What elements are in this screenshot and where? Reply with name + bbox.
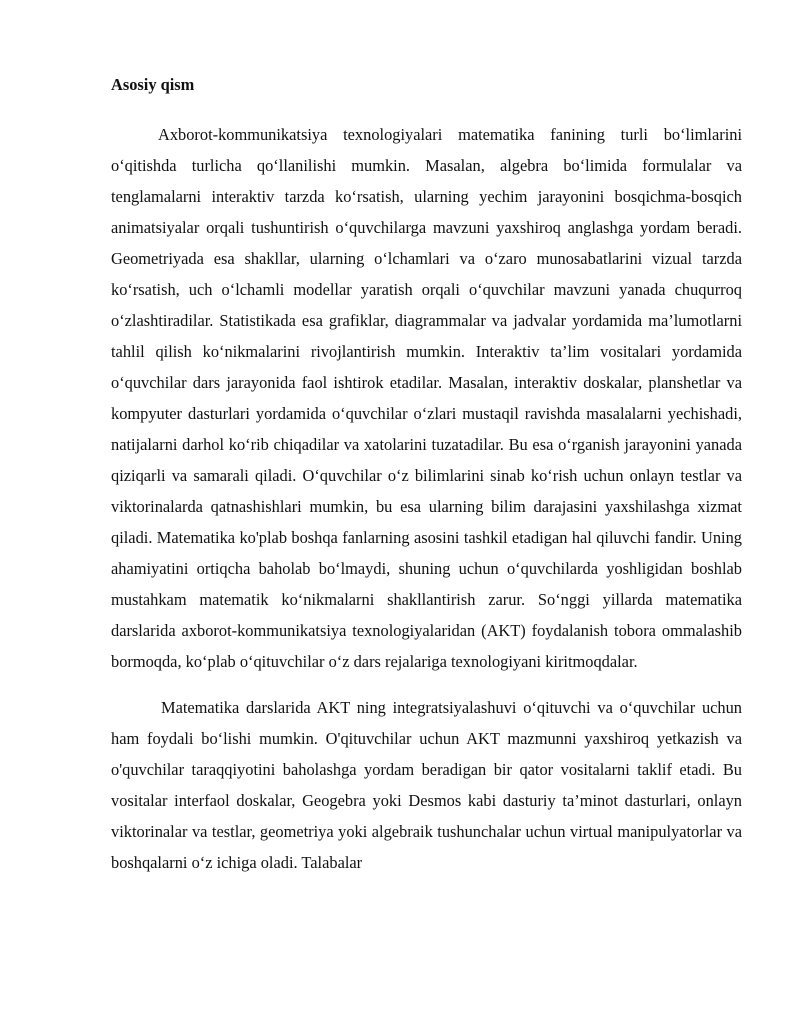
paragraph: Matematika darslarida AKT ning integratsiyalashuvi o‘qituvchi va o‘quvchilar uchun ham foydali bo‘lishi mumkin. O'qituvchilar uchun AKT mazmunni yaxshiroq yetkazish va o'quvchilar taraqqiyotini baholashga yordam beradigan bir qator vositalarni taklif etadi. Bu vositalar interfaol doskalar, Geogebra yoki Desmos kabi dasturiy ta’minot dasturlari, onlayn viktorinalar va testlar, geometriya yoki algebraik tushunchalar uchun virtual manipulyatorlar va boshqalarni o‘z ichiga oladi. Talabalar bbox=[111, 698, 742, 872]
document-body bbox=[111, 72, 742, 878]
paragraph: Axborot-kommunikatsiya texnologiyalari matematika fanining turli bo‘limlarini o‘qitishda turlicha qo‘llanilishi mumkin. Masalan, algebra bo‘limida formulalar va tenglamalarni interaktiv tarzda ko‘rsatish, ularning yechim jarayonini bosqichma-bosqich animatsiyalar orqali tushuntirish o‘quvchilarga mavzuni yaxshiroq anglashga yordam beradi. Geometriyada esa shakllar, ularning o‘lchamlari va o‘zaro munosabatlarini vizual tarzda ko‘rsatish, uch o‘lchamli modellar yaratish orqali o‘quvchilar mavzuni yanada chuqurroq o‘zlashtiradilar. Statistikada esa grafiklar, diagrammalar va jadvalar yordamida ma’lumotlarni tahlil qilish ko‘nikmalarini rivojlantirish mumkin. Interaktiv ta’lim vositalari yordamida o‘quvchilar dars jarayonida faol ishtirok etadilar. Masalan, interaktiv doskalar, planshetlar va kompyuter dasturlari yordamida o‘quvchilar o‘zlari mustaqil ravishda masalalarni yechishadi, natijalarni darhol ko‘rib chiqadilar va xatolarini tuzatadilar. Bu esa o‘rganish jarayonini yanada qiziqarli va samarali qiladi. O‘quvchilar o‘z bilimlarini sinab ko‘rish uchun onlayn testlar va viktorinalarda qatnashishlari mumkin, bu esa ularning bilim darajasini yaxshilashga xizmat qiladi. Matematika ko'plab boshqa fanlarning asosini tashkil etadigan hal qiluvchi fandir. Uning ahamiyatini ortiqcha baholab bo‘lmaydi, shuning uchun o‘quvchilarda yoshligidan boshlab mustahkam matematik ko‘nikmalarni shakllantirish zarur. So‘nggi yillarda matematika darslarida axborot-kommunikatsiya texnologiyalaridan (AKT) foydalanish tobora ommalashib bormoqda, ko‘plab o‘qituvchilar o‘z dars rejalariga texnologiyani kiritmoqdalar. bbox=[111, 125, 742, 671]
section-heading: Asosiy qism bbox=[111, 75, 195, 94]
